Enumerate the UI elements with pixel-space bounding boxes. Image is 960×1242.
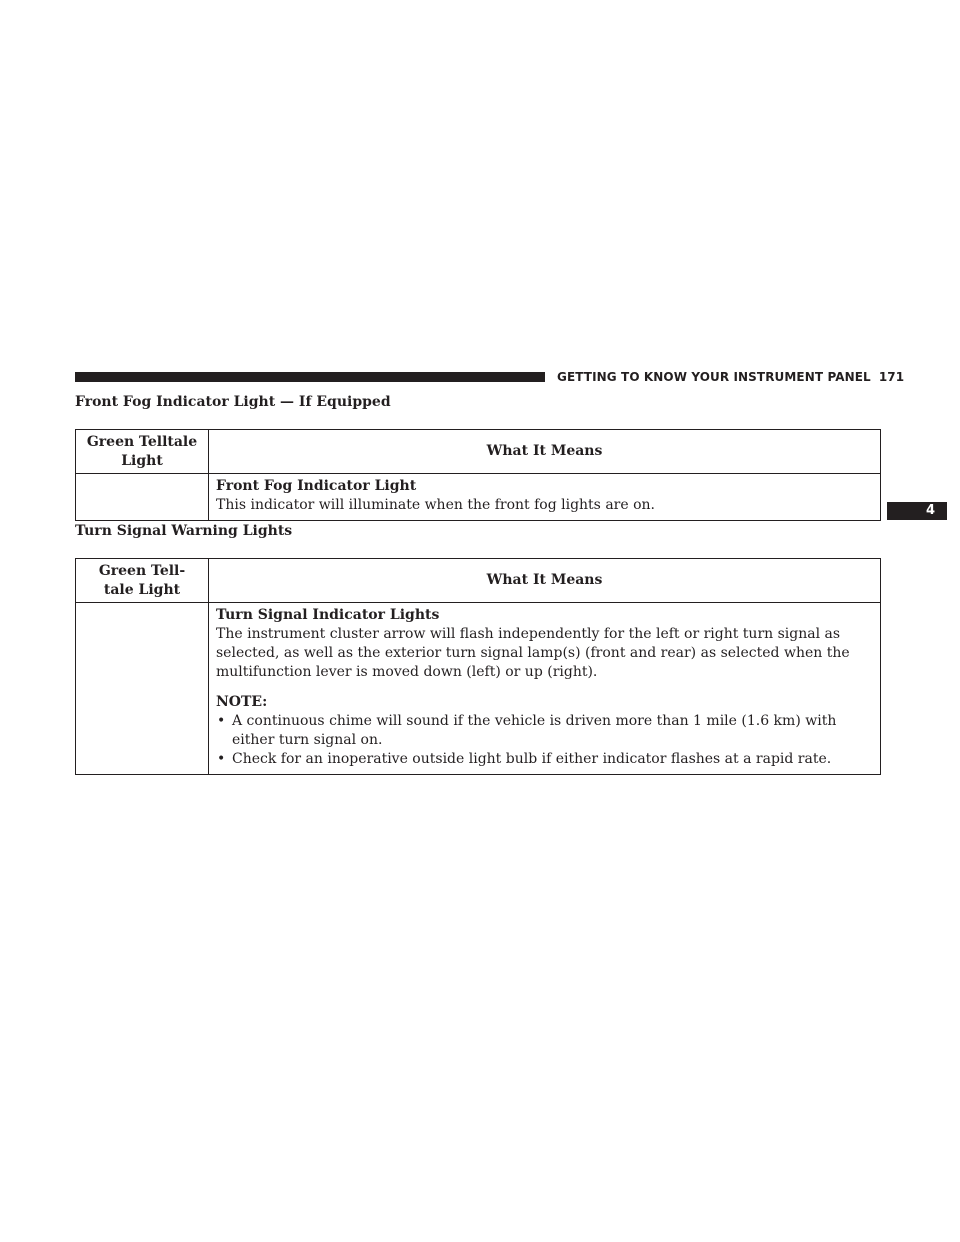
row-title: Front Fog Indicator Light bbox=[216, 478, 417, 494]
header-rule bbox=[75, 372, 545, 382]
section-heading-front-fog: Front Fog Indicator Light — If Equipped bbox=[75, 394, 391, 410]
table-row bbox=[76, 474, 881, 521]
note-bullet-list bbox=[216, 712, 874, 769]
col-meaning-header: What It Means bbox=[209, 559, 881, 603]
row-title: Turn Signal Indicator Lights bbox=[216, 607, 440, 623]
note-bullet: • A continuous chime will sound if the vehicle is driven more than 1 mile (1.6 km) with either turn signal on. bbox=[216, 712, 874, 750]
table-row bbox=[76, 603, 881, 775]
meaning-cell bbox=[209, 474, 881, 521]
running-header bbox=[557, 370, 904, 384]
page-number: 171 bbox=[878, 370, 905, 384]
table-header-row bbox=[76, 430, 881, 474]
col-telltale-header-line2: Light bbox=[121, 452, 163, 469]
col-telltale-header-line2: tale Light bbox=[103, 581, 181, 598]
telltale-icon-cell bbox=[76, 474, 209, 521]
row-text: The instrument cluster arrow will flash independently for the left or right turn signal as selected, as well as the exterior turn signal lamp(s) (front and rear) as selected when the multifunction lever is moved down (left) or up (right). bbox=[216, 626, 850, 680]
meaning-cell bbox=[209, 603, 881, 775]
row-text: This indicator will illuminate when the front fog lights are on. bbox=[216, 497, 655, 513]
chapter-tab: 4 bbox=[887, 502, 947, 520]
section-heading-turn-signal: Turn Signal Warning Lights bbox=[75, 523, 293, 539]
col-telltale-header bbox=[76, 430, 209, 474]
col-meaning-header: What It Means bbox=[209, 430, 881, 474]
telltale-icon-cell bbox=[76, 603, 209, 775]
front-fog-table bbox=[75, 429, 881, 521]
note-bullet: • Check for an inoperative outside light bulb if either indicator flashes at a rapid rate. bbox=[216, 750, 874, 769]
col-telltale-header bbox=[76, 559, 209, 603]
table-header-row bbox=[76, 559, 881, 603]
note-label: NOTE: bbox=[216, 694, 268, 710]
col-telltale-header-line1: Green Telltale bbox=[86, 433, 198, 450]
col-telltale-header-line1: Green Tell- bbox=[98, 562, 186, 579]
turn-signal-table bbox=[75, 558, 881, 775]
running-title: GETTING TO KNOW YOUR INSTRUMENT PANEL bbox=[557, 370, 871, 384]
